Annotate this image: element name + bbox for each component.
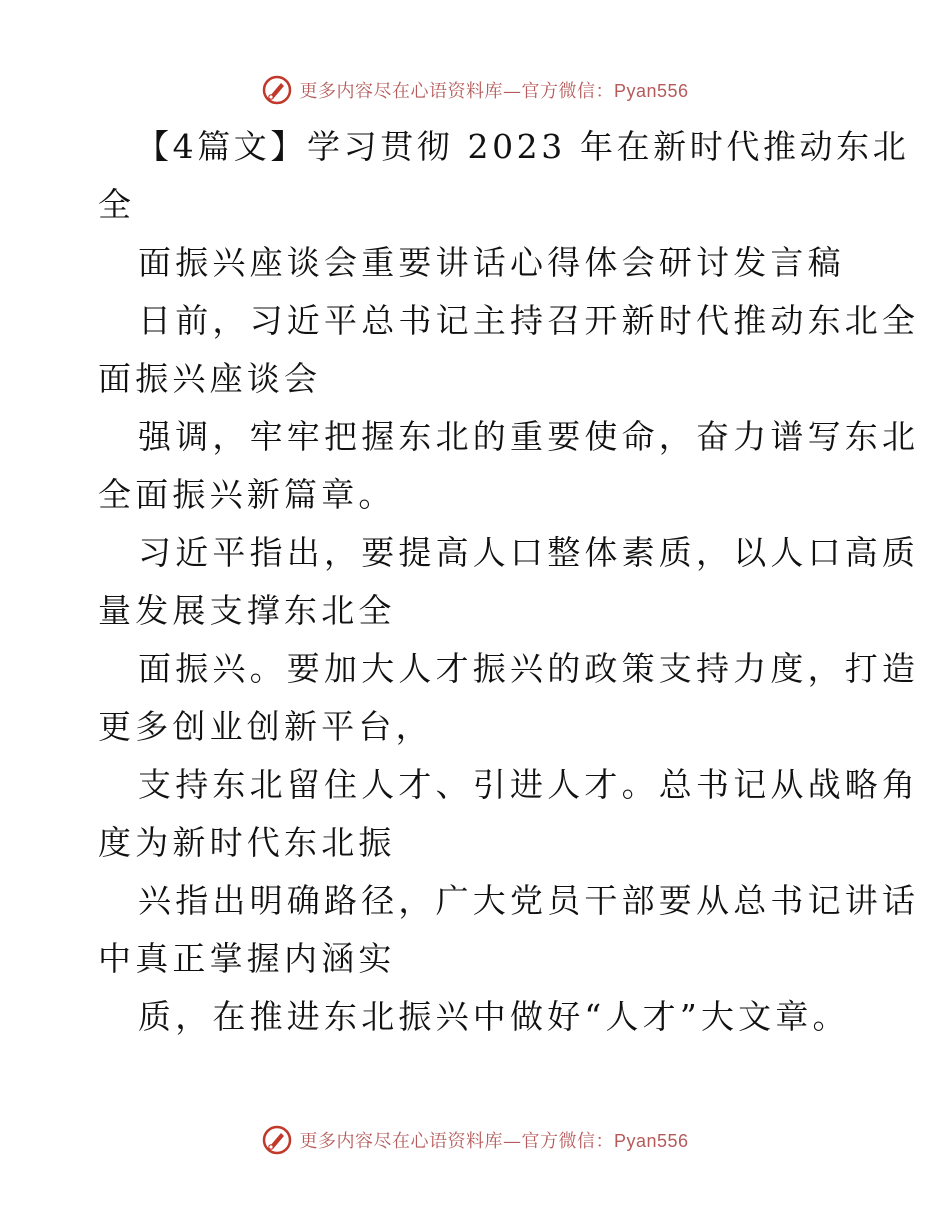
footer-banner-text: 更多内容尽在心语资料库—官方微信：Pyan556 [299,1131,689,1152]
paragraph-line: 全面振兴新篇章。 [98,475,396,514]
header-banner-text: 更多内容尽在心语资料库—官方微信：Pyan556 [299,81,689,102]
header-wechat-id: Pyan556 [613,81,689,101]
paragraph-line: 中真正掌握内涵实 [98,939,396,978]
document-title-line-1: 【4篇文】学习贯彻 2023 年在新时代推动东北 [136,127,910,166]
footer-wechat-id: Pyan556 [613,1131,689,1151]
paragraph-line: 度为新时代东北振 [98,823,396,862]
paragraph-line: 更多创业创新平台， [98,707,433,746]
paragraph-line: 日前，习近平总书记主持召开新时代推动东北全 [138,301,920,340]
document-title-line-3: 面振兴座谈会重要讲话心得体会研讨发言稿 [138,243,845,282]
paragraph-line: 面振兴座谈会 [98,359,322,398]
paragraph-line: 兴指出明确路径，广大党员干部要从总书记讲话 [138,881,920,920]
paragraph-line: 量发展支撑东北全 [98,591,396,630]
document-body [98,118,920,1046]
paragraph-line: 面振兴。要加大人才振兴的政策支持力度，打造 [138,649,920,688]
paragraph-line: 支持东北留住人才、引进人才。总书记从战略角 [138,765,920,804]
paragraph-line: 习近平指出，要提高人口整体素质，以人口高质 [138,533,920,572]
header-banner [0,70,950,110]
footer-banner [0,1120,950,1160]
pen-nib-logo-icon [261,1124,293,1156]
document-title-line-2: 全 [98,185,136,224]
paragraph-line: 质，在推进东北振兴中做好“人才”大文章。 [138,997,850,1036]
pen-nib-logo-icon [261,74,293,106]
paragraph-line: 强调，牢牢把握东北的重要使命，奋力谱写东北 [138,417,920,456]
